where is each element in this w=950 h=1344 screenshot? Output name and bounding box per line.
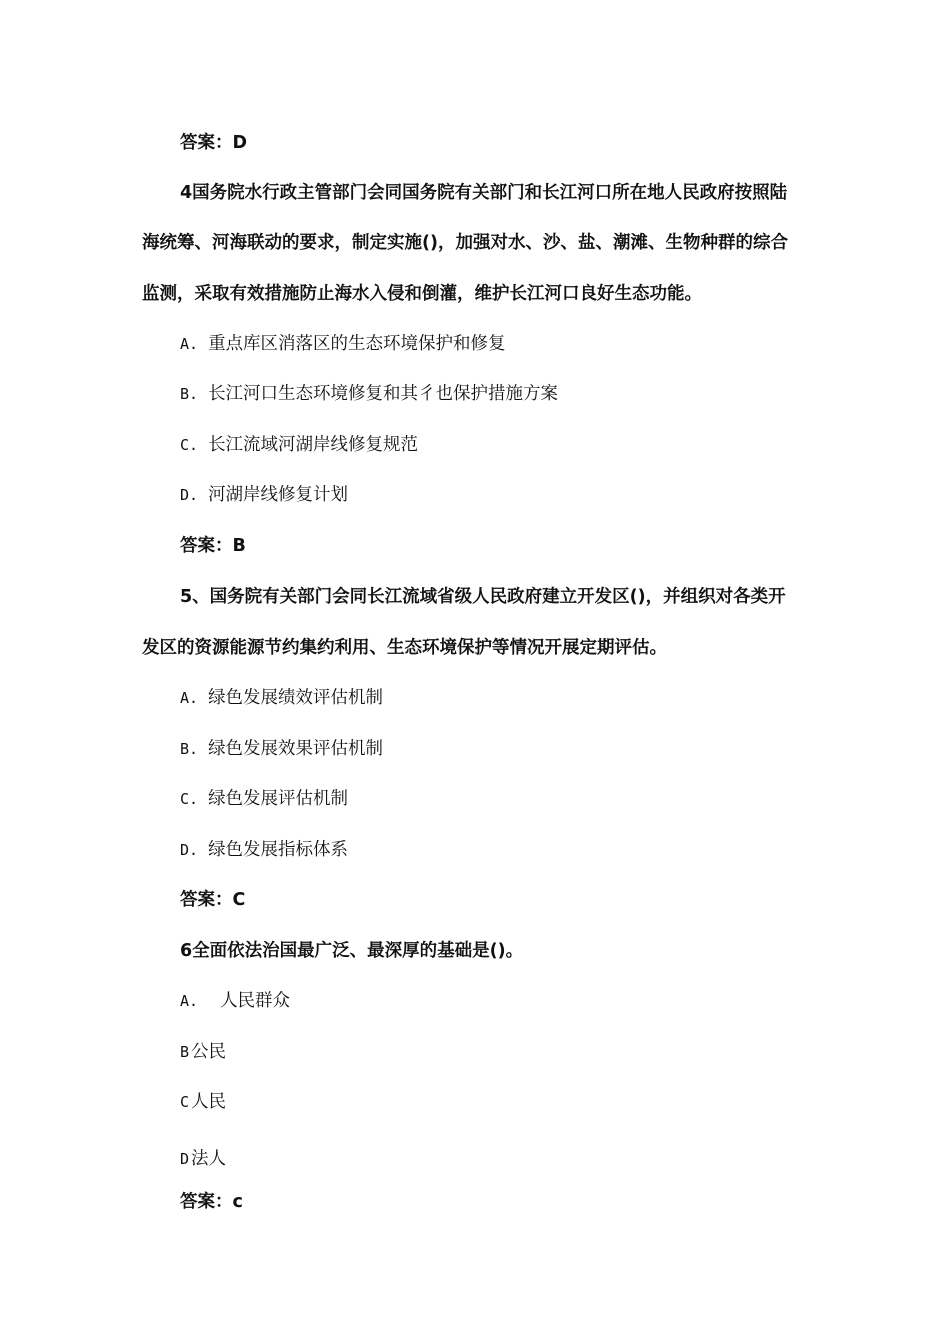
option-label: D. <box>180 486 199 504</box>
question-5-stem-line-1: 5、国务院有关部门会同长江流域省级人民政府建立开发区()，并组织对各类开 <box>180 587 786 607</box>
option-text: 公民 <box>191 1042 227 1062</box>
option-text: 长江河口生态环境修复和其彳也保护措施方案 <box>208 384 559 404</box>
option-text: 绿色发展效果评估机制 <box>208 739 384 759</box>
question-4-stem-line-2: 海统筹、河海联动的要求，制定实施()，加强对水、沙、盐、潮滩、生物种群的综合 <box>142 233 788 253</box>
option-label: B. <box>180 385 199 403</box>
question-6-option-b <box>180 1040 226 1064</box>
option-text: 法人 <box>191 1149 227 1169</box>
question-5-stem-line-2: 发区的资源能源节约集约利用、生态环境保护等情况开展定期评估。 <box>142 638 667 658</box>
question-4-option-a <box>180 332 506 356</box>
question-4-option-c <box>180 433 418 457</box>
question-5-option-c <box>180 787 348 811</box>
question-4-option-b <box>180 382 558 406</box>
option-text: 长江流域河湖岸线修复规范 <box>208 435 419 455</box>
option-label: D <box>180 1150 190 1168</box>
option-label: A. <box>180 992 199 1010</box>
option-text: 绿色发展绩效评估机制 <box>208 688 384 708</box>
question-4-stem-line-3: 监测，采取有效措施防止海水入侵和倒灌，维护长江河口良好生态功能。 <box>142 284 702 304</box>
answer-q6: 答案：c <box>180 1192 243 1212</box>
option-text: 人民 <box>191 1092 227 1112</box>
question-6-option-d <box>180 1147 226 1171</box>
option-text: 绿色发展评估机制 <box>208 789 349 809</box>
option-label: C. <box>180 436 199 454</box>
question-6-stem-line-1: 6全面依法治国最广泛、最深厚的基础是()。 <box>180 941 524 961</box>
answer-q3: 答案：D <box>180 133 248 153</box>
answer-q5: 答案：C <box>180 890 246 910</box>
option-text: 人民群众 <box>220 991 291 1011</box>
question-5-option-b <box>180 737 383 761</box>
answer-q4: 答案：B <box>180 536 246 556</box>
option-text: 重点库区消落区的生态环境保护和修复 <box>208 334 506 354</box>
option-label: C <box>180 1093 190 1111</box>
option-label: B <box>180 1043 190 1061</box>
option-label: B. <box>180 740 199 758</box>
question-5-option-a <box>180 686 383 710</box>
option-text: 绿色发展指标体系 <box>208 840 349 860</box>
question-5-option-d <box>180 838 348 862</box>
option-label: C. <box>180 790 199 808</box>
option-label: A. <box>180 689 199 707</box>
question-6-option-a <box>180 989 290 1013</box>
question-4-option-d <box>180 483 348 507</box>
question-4-stem-line-1: 4国务院水行政主管部门会同国务院有关部门和长江河口所在地人民政府按照陆 <box>180 183 788 203</box>
option-label: D. <box>180 841 199 859</box>
option-text: 河湖岸线修复计划 <box>208 485 349 505</box>
question-6-option-c <box>180 1090 226 1114</box>
option-label: A. <box>180 335 199 353</box>
